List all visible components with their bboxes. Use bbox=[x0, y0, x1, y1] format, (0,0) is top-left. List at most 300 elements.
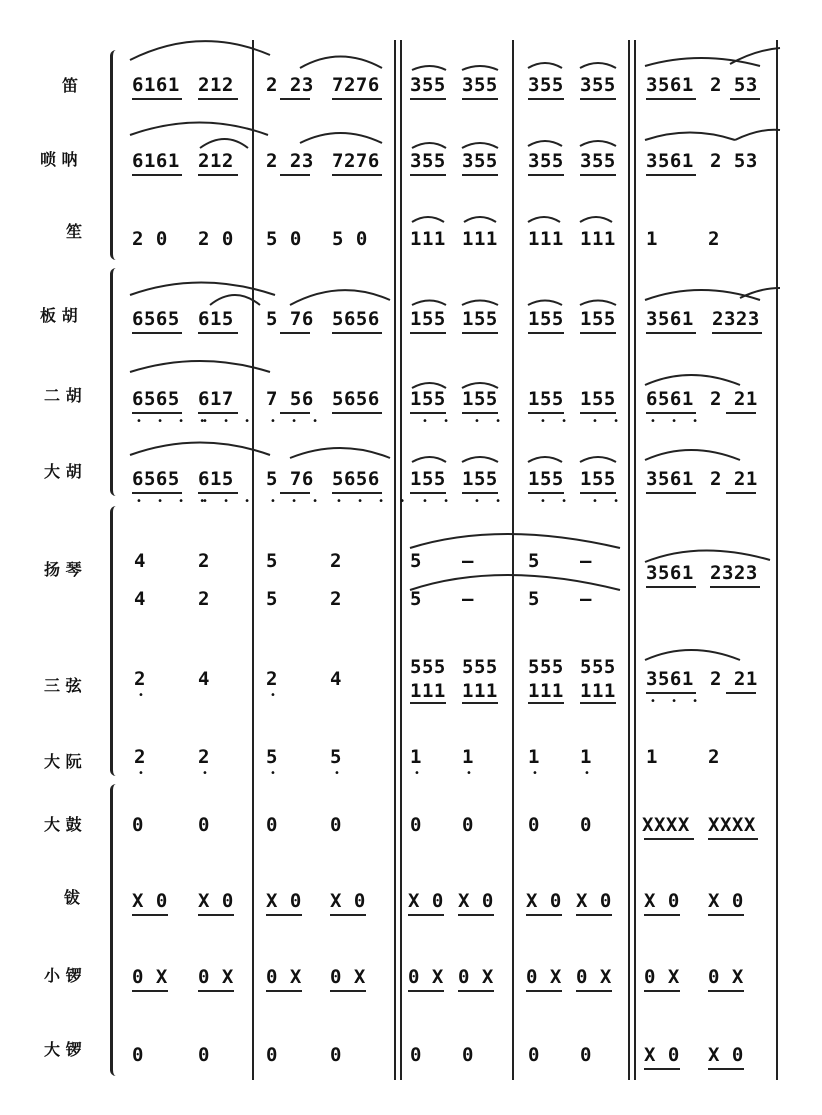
beam-underline bbox=[644, 838, 694, 840]
note-cell: 155 bbox=[462, 388, 498, 410]
note-cell: 617 bbox=[198, 388, 234, 410]
note-cell: 1 bbox=[528, 746, 540, 768]
note-cell: 0 X bbox=[708, 966, 744, 988]
beam-underline bbox=[132, 174, 182, 176]
instrument-label-di: 笛 bbox=[62, 76, 79, 95]
note-cell: 3561 bbox=[646, 308, 694, 330]
octave-dots: • • • bbox=[650, 696, 705, 707]
slur bbox=[130, 41, 270, 60]
beam-underline bbox=[580, 174, 616, 176]
beam-underline bbox=[576, 990, 612, 992]
beam-underline bbox=[462, 98, 498, 100]
beam-underline bbox=[132, 98, 182, 100]
note-cell: 555 bbox=[462, 656, 498, 678]
note-cell: 0 bbox=[410, 1044, 422, 1066]
note-cell: 5656 bbox=[332, 388, 380, 410]
instrument-label-suona: 唢 呐 bbox=[40, 150, 78, 169]
beam-underline bbox=[462, 702, 498, 704]
note-cell: 2 53 bbox=[710, 74, 758, 96]
beam-underline bbox=[332, 174, 382, 176]
beam-underline bbox=[410, 332, 446, 334]
beam-underline bbox=[726, 412, 756, 414]
note-cell: 0 bbox=[580, 814, 592, 836]
octave-dots: • • bbox=[422, 496, 455, 507]
slur bbox=[462, 143, 498, 148]
octave-dots: • bbox=[270, 690, 282, 701]
beam-underline bbox=[410, 98, 446, 100]
octave-dots: • • bbox=[422, 416, 455, 427]
note-cell: 0 bbox=[198, 1044, 210, 1066]
beam-underline bbox=[280, 332, 310, 334]
note-cell: 0 X bbox=[132, 966, 168, 988]
note-cell: 5 bbox=[528, 588, 540, 610]
note-cell: 5 0 bbox=[332, 228, 368, 250]
note-cell: 0 bbox=[266, 1044, 278, 1066]
note-cell: 1 bbox=[410, 746, 422, 768]
note-cell: 0 bbox=[462, 814, 474, 836]
beam-underline bbox=[646, 492, 696, 494]
note-cell: 0 bbox=[528, 814, 540, 836]
slur bbox=[412, 143, 446, 148]
note-cell: 5 bbox=[410, 588, 422, 610]
beam-underline bbox=[132, 492, 182, 494]
note-cell: X 0 bbox=[408, 890, 444, 912]
note-cell: 3561 bbox=[646, 468, 694, 490]
slur bbox=[528, 217, 560, 222]
slur bbox=[645, 58, 760, 66]
beam-underline bbox=[580, 412, 616, 414]
note-cell: 2 bbox=[708, 746, 720, 768]
beam-underline bbox=[644, 914, 680, 916]
beam-underline bbox=[410, 702, 446, 704]
beam-underline bbox=[528, 332, 564, 334]
beam-underline bbox=[576, 914, 612, 916]
octave-dots: • bbox=[532, 768, 544, 779]
octave-dots: • bbox=[466, 768, 478, 779]
beam-underline bbox=[462, 332, 498, 334]
beam-underline bbox=[332, 332, 382, 334]
slur bbox=[528, 141, 562, 146]
octave-dots: • bbox=[584, 768, 596, 779]
slur bbox=[462, 301, 498, 306]
note-cell: 0 bbox=[266, 814, 278, 836]
note-cell: 2 bbox=[708, 228, 720, 250]
slur bbox=[580, 457, 616, 462]
beam-underline bbox=[462, 174, 498, 176]
note-cell: 2 23 bbox=[266, 150, 314, 172]
note-cell: 5656 bbox=[332, 308, 380, 330]
octave-dots: • • • bbox=[202, 496, 257, 507]
slur bbox=[300, 57, 382, 69]
note-cell: 155 bbox=[410, 388, 446, 410]
note-cell: 2 23 bbox=[266, 74, 314, 96]
octave-dots: • • bbox=[540, 496, 573, 507]
note-cell: 0 bbox=[410, 814, 422, 836]
slur bbox=[290, 290, 390, 305]
octave-dots: • bbox=[270, 768, 282, 779]
note-cell: 6565 bbox=[132, 388, 180, 410]
note-cell: X 0 bbox=[708, 890, 744, 912]
beam-underline bbox=[330, 990, 366, 992]
note-cell: 111 bbox=[528, 680, 564, 702]
note-cell: 111 bbox=[462, 680, 498, 702]
beam-underline bbox=[646, 174, 696, 176]
beam-underline bbox=[132, 914, 168, 916]
beam-underline bbox=[708, 838, 758, 840]
beam-underline bbox=[198, 990, 234, 992]
slur bbox=[412, 66, 446, 70]
instrument-label-banhu: 板 胡 bbox=[40, 306, 78, 325]
beam-underline bbox=[280, 174, 310, 176]
note-cell: 0 bbox=[132, 814, 144, 836]
note-cell: 555 bbox=[528, 656, 564, 678]
slur bbox=[580, 301, 616, 306]
note-cell: 0 bbox=[132, 1044, 144, 1066]
note-cell: 7276 bbox=[332, 150, 380, 172]
octave-dots: • • • • bbox=[336, 496, 412, 507]
slur bbox=[645, 450, 740, 460]
note-cell: 5 bbox=[528, 550, 540, 572]
instrument-label-sheng: 笙 bbox=[66, 222, 83, 241]
note-cell: 0 bbox=[580, 1044, 592, 1066]
octave-dots: • • • bbox=[202, 416, 257, 427]
note-cell: 2 bbox=[198, 588, 210, 610]
note-cell: 555 bbox=[410, 656, 446, 678]
beam-underline bbox=[408, 914, 444, 916]
beam-underline bbox=[462, 412, 498, 414]
octave-dots: • bbox=[138, 690, 150, 701]
note-cell: 155 bbox=[580, 388, 616, 410]
octave-dots: • • bbox=[540, 416, 573, 427]
note-cell: 2 21 bbox=[710, 668, 758, 690]
note-cell: 5 bbox=[266, 746, 278, 768]
note-cell: 555 bbox=[580, 656, 616, 678]
note-cell: 6565 bbox=[132, 308, 180, 330]
beam-underline bbox=[458, 914, 494, 916]
slur bbox=[580, 141, 616, 146]
note-cell: 0 X bbox=[266, 966, 302, 988]
note-cell: 111 bbox=[462, 228, 498, 250]
note-cell: 355 bbox=[580, 74, 616, 96]
instrument-label-bo: 钹 bbox=[64, 888, 81, 907]
beam-underline bbox=[132, 412, 182, 414]
beam-underline bbox=[408, 990, 444, 992]
note-cell: 615 bbox=[198, 308, 234, 330]
octave-dots: • bbox=[138, 768, 150, 779]
note-cell: 4 bbox=[198, 668, 210, 690]
instrument-label-dahu: 大 胡 bbox=[44, 462, 82, 481]
beam-underline bbox=[332, 492, 382, 494]
slur bbox=[645, 133, 735, 141]
slur bbox=[528, 457, 562, 462]
note-cell: 5 bbox=[266, 588, 278, 610]
octave-dots: • • bbox=[474, 496, 507, 507]
beam-underline bbox=[198, 914, 234, 916]
beam-underline bbox=[730, 98, 760, 100]
beam-underline bbox=[410, 412, 446, 414]
note-cell: 2 bbox=[198, 550, 210, 572]
slur bbox=[645, 290, 760, 300]
note-cell: 155 bbox=[462, 468, 498, 490]
note-cell: 111 bbox=[410, 228, 446, 250]
note-cell: 1 bbox=[646, 746, 658, 768]
note-cell: 2 bbox=[330, 588, 342, 610]
beam-underline bbox=[528, 174, 564, 176]
slur bbox=[412, 457, 446, 462]
beam-underline bbox=[330, 914, 366, 916]
beam-underline bbox=[710, 586, 760, 588]
slur bbox=[300, 133, 382, 143]
slur bbox=[210, 295, 260, 305]
beam-underline bbox=[646, 332, 696, 334]
note-cell: X 0 bbox=[644, 890, 680, 912]
note-cell: X 0 bbox=[330, 890, 366, 912]
note-cell: X 0 bbox=[458, 890, 494, 912]
instrument-label-yangqin: 扬 琴 bbox=[44, 560, 82, 579]
octave-dots: • • bbox=[474, 416, 507, 427]
instrument-label-erhu: 二 胡 bbox=[44, 386, 82, 405]
beam-underline bbox=[528, 702, 564, 704]
note-cell: 0 X bbox=[198, 966, 234, 988]
beam-underline bbox=[458, 990, 494, 992]
note-cell: 155 bbox=[580, 308, 616, 330]
beam-underline bbox=[132, 332, 182, 334]
note-cell: 111 bbox=[580, 680, 616, 702]
octave-dots: • bbox=[202, 768, 214, 779]
note-cell: X 0 bbox=[576, 890, 612, 912]
note-cell: 0 bbox=[330, 1044, 342, 1066]
note-cell: 7 56 bbox=[266, 388, 314, 410]
note-cell: 355 bbox=[462, 74, 498, 96]
note-cell: 5 bbox=[410, 550, 422, 572]
note-cell: 155 bbox=[410, 468, 446, 490]
slur bbox=[200, 139, 248, 148]
instrument-label-xiaoluo: 小 锣 bbox=[44, 966, 82, 985]
beam-underline bbox=[266, 914, 302, 916]
note-cell: 2 0 bbox=[132, 228, 168, 250]
slur bbox=[130, 361, 270, 372]
beam-underline bbox=[198, 412, 238, 414]
instrument-label-dagu: 大 鼓 bbox=[44, 815, 82, 834]
beam-underline bbox=[646, 98, 696, 100]
octave-dots: • • • bbox=[270, 496, 325, 507]
note-cell: 3561 bbox=[646, 150, 694, 172]
beam-underline bbox=[410, 492, 446, 494]
note-cell: 3561 bbox=[646, 668, 694, 690]
beam-underline bbox=[580, 492, 616, 494]
note-cell: – bbox=[580, 550, 592, 572]
note-cell: 4 bbox=[330, 668, 342, 690]
beam-underline bbox=[526, 914, 562, 916]
slur bbox=[580, 217, 612, 222]
note-cell: X 0 bbox=[526, 890, 562, 912]
note-cell: 355 bbox=[462, 150, 498, 172]
note-cell: 155 bbox=[528, 308, 564, 330]
note-cell: XXXX bbox=[708, 814, 756, 836]
note-cell: 212 bbox=[198, 74, 234, 96]
note-cell: 0 X bbox=[408, 966, 444, 988]
note-cell: 355 bbox=[580, 150, 616, 172]
beam-underline bbox=[280, 98, 310, 100]
note-cell: X 0 bbox=[132, 890, 168, 912]
note-cell: – bbox=[462, 550, 474, 572]
note-cell: 0 bbox=[330, 814, 342, 836]
beam-underline bbox=[726, 492, 756, 494]
note-cell: 2 bbox=[134, 668, 146, 690]
beam-underline bbox=[580, 702, 616, 704]
note-cell: – bbox=[462, 588, 474, 610]
note-cell: 6161 bbox=[132, 74, 180, 96]
note-cell: 355 bbox=[410, 150, 446, 172]
slur bbox=[462, 66, 498, 70]
slur bbox=[290, 448, 390, 458]
beam-underline bbox=[266, 990, 302, 992]
instrument-label-sanxian: 三 弦 bbox=[44, 676, 82, 695]
note-cell: 2 21 bbox=[710, 388, 758, 410]
slur bbox=[412, 217, 444, 222]
instrument-label-daruan: 大 阮 bbox=[44, 752, 82, 771]
slur bbox=[130, 283, 275, 296]
note-cell: 155 bbox=[462, 308, 498, 330]
note-cell: 5 bbox=[330, 746, 342, 768]
octave-dots: • bbox=[414, 768, 426, 779]
octave-dots: • • bbox=[592, 496, 625, 507]
note-cell: 5 bbox=[266, 550, 278, 572]
note-cell: 2 bbox=[134, 746, 146, 768]
note-cell: 6561 bbox=[646, 388, 694, 410]
note-cell: X 0 bbox=[266, 890, 302, 912]
instrument-label-daluo: 大 锣 bbox=[44, 1040, 82, 1059]
note-cell: 3561 bbox=[646, 74, 694, 96]
slur bbox=[462, 457, 498, 462]
beam-underline bbox=[646, 692, 696, 694]
note-cell: 0 X bbox=[330, 966, 366, 988]
note-cell: 7276 bbox=[332, 74, 380, 96]
beam-underline bbox=[528, 98, 564, 100]
beam-underline bbox=[462, 492, 498, 494]
note-cell: 155 bbox=[580, 468, 616, 490]
note-cell: X 0 bbox=[708, 1044, 744, 1066]
beam-underline bbox=[580, 332, 616, 334]
beam-underline bbox=[526, 990, 562, 992]
note-cell: XXXX bbox=[642, 814, 690, 836]
beam-underline bbox=[528, 412, 564, 414]
slur bbox=[130, 443, 270, 456]
note-cell: 6161 bbox=[132, 150, 180, 172]
note-cell: 5 76 bbox=[266, 308, 314, 330]
beam-underline bbox=[198, 174, 238, 176]
slur bbox=[580, 63, 616, 68]
note-cell: 5 0 bbox=[266, 228, 302, 250]
beam-underline bbox=[280, 412, 310, 414]
note-cell: X 0 bbox=[198, 890, 234, 912]
beam-underline bbox=[646, 586, 696, 588]
beam-underline bbox=[644, 1068, 680, 1070]
note-cell: 355 bbox=[528, 150, 564, 172]
beam-underline bbox=[332, 98, 382, 100]
note-cell: 0 X bbox=[576, 966, 612, 988]
note-cell: 2323 bbox=[710, 562, 758, 584]
note-cell: 155 bbox=[528, 388, 564, 410]
note-cell: 0 bbox=[198, 814, 210, 836]
note-cell: 1 bbox=[646, 228, 658, 250]
note-cell: 5 76 bbox=[266, 468, 314, 490]
note-cell: 4 bbox=[134, 550, 146, 572]
beam-underline bbox=[198, 98, 238, 100]
octave-dots: • • • • bbox=[136, 416, 212, 427]
octave-dots: • • bbox=[592, 416, 625, 427]
beam-underline bbox=[528, 492, 564, 494]
slur bbox=[528, 301, 562, 306]
octave-dots: • • • bbox=[650, 416, 705, 427]
beam-underline bbox=[708, 914, 744, 916]
note-cell: 3561 bbox=[646, 562, 694, 584]
note-cell: 355 bbox=[528, 74, 564, 96]
note-cell: – bbox=[580, 588, 592, 610]
slur bbox=[645, 650, 740, 660]
note-cell: 2 bbox=[330, 550, 342, 572]
slur bbox=[464, 217, 496, 222]
note-cell: 2 53 bbox=[710, 150, 758, 172]
octave-dots: • • • bbox=[270, 416, 325, 427]
note-cell: 111 bbox=[528, 228, 564, 250]
note-cell: 0 bbox=[462, 1044, 474, 1066]
slur bbox=[735, 130, 780, 140]
note-cell: 2 bbox=[198, 746, 210, 768]
note-cell: 155 bbox=[410, 308, 446, 330]
note-cell: 0 bbox=[528, 1044, 540, 1066]
note-cell: 2 21 bbox=[710, 468, 758, 490]
slur bbox=[645, 550, 770, 562]
note-cell: 2 0 bbox=[198, 228, 234, 250]
beam-underline bbox=[580, 98, 616, 100]
beam-underline bbox=[726, 692, 756, 694]
beam-underline bbox=[280, 492, 310, 494]
beam-underline bbox=[708, 990, 744, 992]
slur bbox=[412, 301, 446, 306]
note-cell: 111 bbox=[410, 680, 446, 702]
beam-underline bbox=[410, 174, 446, 176]
note-cell: 155 bbox=[528, 468, 564, 490]
beam-underline bbox=[712, 332, 762, 334]
note-cell: 4 bbox=[134, 588, 146, 610]
note-cell: 2323 bbox=[712, 308, 760, 330]
note-cell: X 0 bbox=[644, 1044, 680, 1066]
beam-underline bbox=[198, 332, 238, 334]
note-cell: 2 bbox=[266, 668, 278, 690]
note-cell: 0 X bbox=[526, 966, 562, 988]
beam-underline bbox=[332, 412, 382, 414]
beam-underline bbox=[646, 412, 696, 414]
note-cell: 5656 bbox=[332, 468, 380, 490]
note-cell: 615 bbox=[198, 468, 234, 490]
octave-dots: • bbox=[334, 768, 346, 779]
note-cell: 111 bbox=[580, 228, 616, 250]
note-cell: 355 bbox=[410, 74, 446, 96]
octave-dots: • • • • bbox=[136, 496, 212, 507]
note-cell: 1 bbox=[462, 746, 474, 768]
slur bbox=[130, 123, 268, 136]
slur bbox=[410, 534, 620, 548]
slur bbox=[645, 375, 740, 385]
note-cell: 0 X bbox=[644, 966, 680, 988]
beam-underline bbox=[708, 1068, 744, 1070]
note-cell: 6565 bbox=[132, 468, 180, 490]
beam-underline bbox=[132, 990, 168, 992]
beam-underline bbox=[644, 990, 680, 992]
note-cell: 0 X bbox=[458, 966, 494, 988]
slur bbox=[528, 63, 562, 68]
